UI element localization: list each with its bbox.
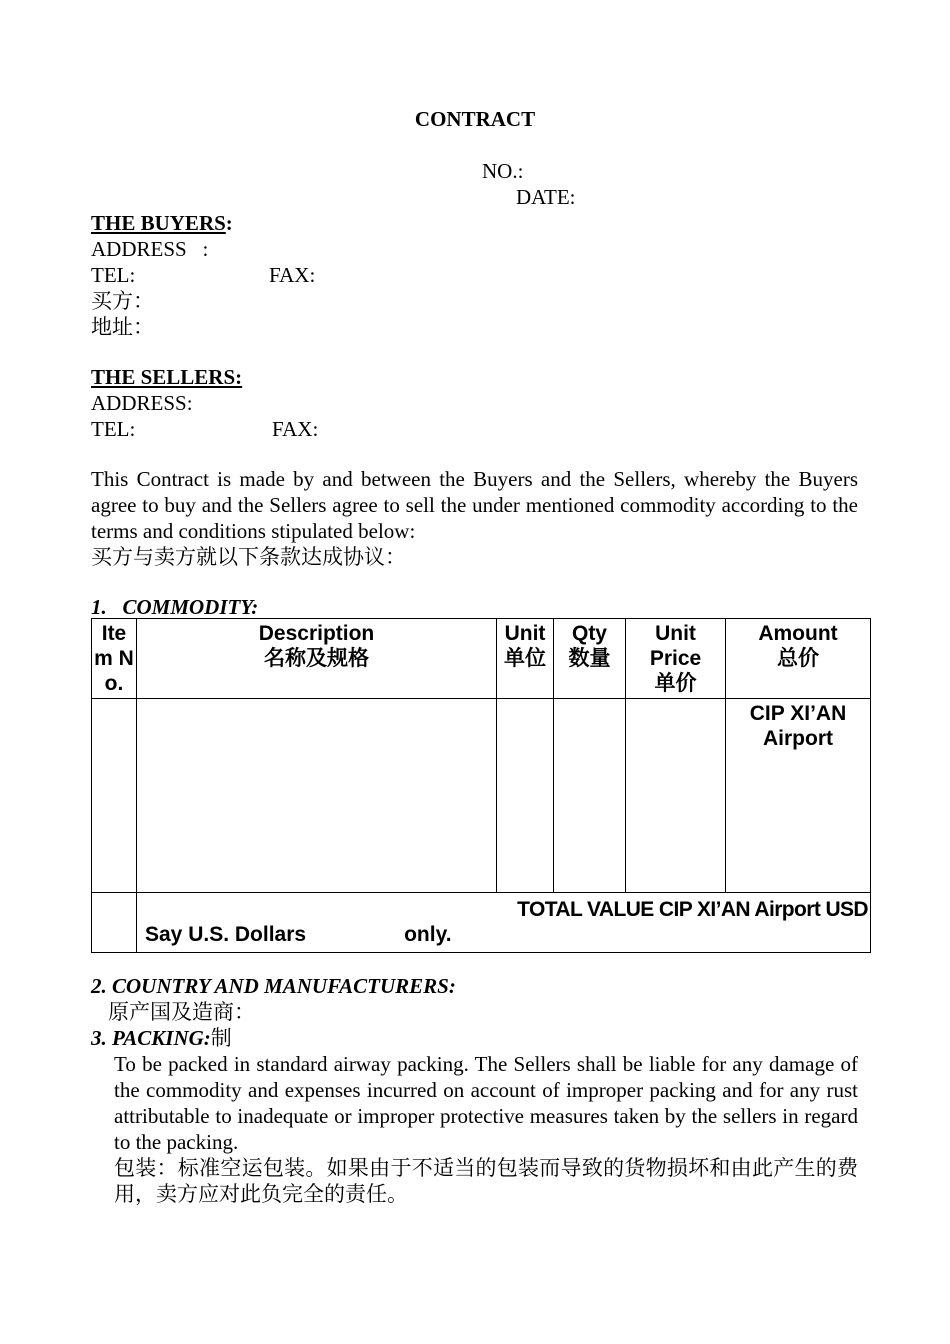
sellers-tel-label: TEL:: [91, 417, 136, 441]
table-total-row: [92, 893, 871, 953]
section-country-text-cn: 原产国及造商：: [108, 1000, 255, 1024]
header-amount: Amount 总价: [726, 619, 871, 699]
header-unit-price: Unit Price 单价: [626, 619, 726, 699]
cell-amount-cip: CIP XI’AN Airport: [726, 699, 871, 893]
header-qty: Qty 数量: [554, 619, 626, 699]
intro-text-en: This Contract is made by and between the Buyers and the Sellers, whereby the Buyers agree to buy and the Sellers agree to sell the under mentioned commodity according to the terms and conditions stipulated below:: [91, 467, 858, 543]
buyers-buyer-cn-label: 买方：: [91, 289, 154, 313]
intro-text-cn: 买方与卖方就以下条款达成协议：: [91, 545, 406, 569]
cell-unit-price: [626, 699, 726, 893]
buyers-heading: THE BUYERS:: [91, 211, 233, 235]
contract-date-label: DATE:: [516, 185, 576, 209]
header-unit: Unit 单位: [497, 619, 554, 699]
table-header-row: [92, 619, 871, 699]
total-value-label: TOTAL VALUE CIP XI’AN Airport USD: [517, 898, 868, 921]
packing-text-en: To be packed in standard airway packing. The Sellers shall be liable for any damage of the commodity and expenses incurred on account of improper packing and for any rust attributable to inadequate or improper protective measures taken by the sellers in regard to the packing.: [114, 1052, 858, 1154]
buyers-fax-label: FAX:: [269, 263, 316, 287]
sellers-heading: THE SELLERS:: [91, 365, 243, 389]
sellers-address-label: ADDRESS:: [91, 391, 193, 415]
intro-paragraph: [91, 466, 858, 570]
packing-text-cn: 包装：标准空运包装。如果由于不适当的包装而导致的货物损坏和由此产生的费用，卖方应对此负完全的责任。: [114, 1156, 858, 1206]
header-item-no: Item No.: [92, 619, 137, 699]
say-dollars-label: Say U.S. Dollars: [145, 923, 307, 946]
buyers-address-label: ADDRESS :: [91, 237, 209, 261]
cell-total-blank: [92, 893, 137, 953]
buyers-address-cn-label: 地址：: [91, 315, 154, 339]
section-packing-heading: 3. PACKING:制: [91, 1026, 232, 1050]
cell-item-no: [92, 699, 137, 893]
cell-total-value: [137, 893, 871, 953]
sellers-fax-label: FAX:: [272, 417, 319, 441]
contract-number-label: NO.:: [482, 159, 524, 183]
buyers-tel-label: TEL:: [91, 263, 136, 287]
cell-unit: [497, 699, 554, 893]
header-description: Description 名称及规格: [137, 619, 497, 699]
section-commodity-heading: 1. COMMODITY:: [91, 595, 259, 619]
commodity-table: [91, 618, 871, 953]
table-row: [92, 699, 871, 893]
only-label: only.: [404, 923, 452, 946]
packing-paragraph: [114, 1051, 858, 1207]
say-dollars-line: [145, 922, 868, 947]
contract-title: CONTRACT: [414, 107, 536, 131]
section-country-heading: 2. COUNTRY AND MANUFACTURERS:: [91, 974, 456, 998]
cell-qty: [554, 699, 626, 893]
cell-description: [137, 699, 497, 893]
